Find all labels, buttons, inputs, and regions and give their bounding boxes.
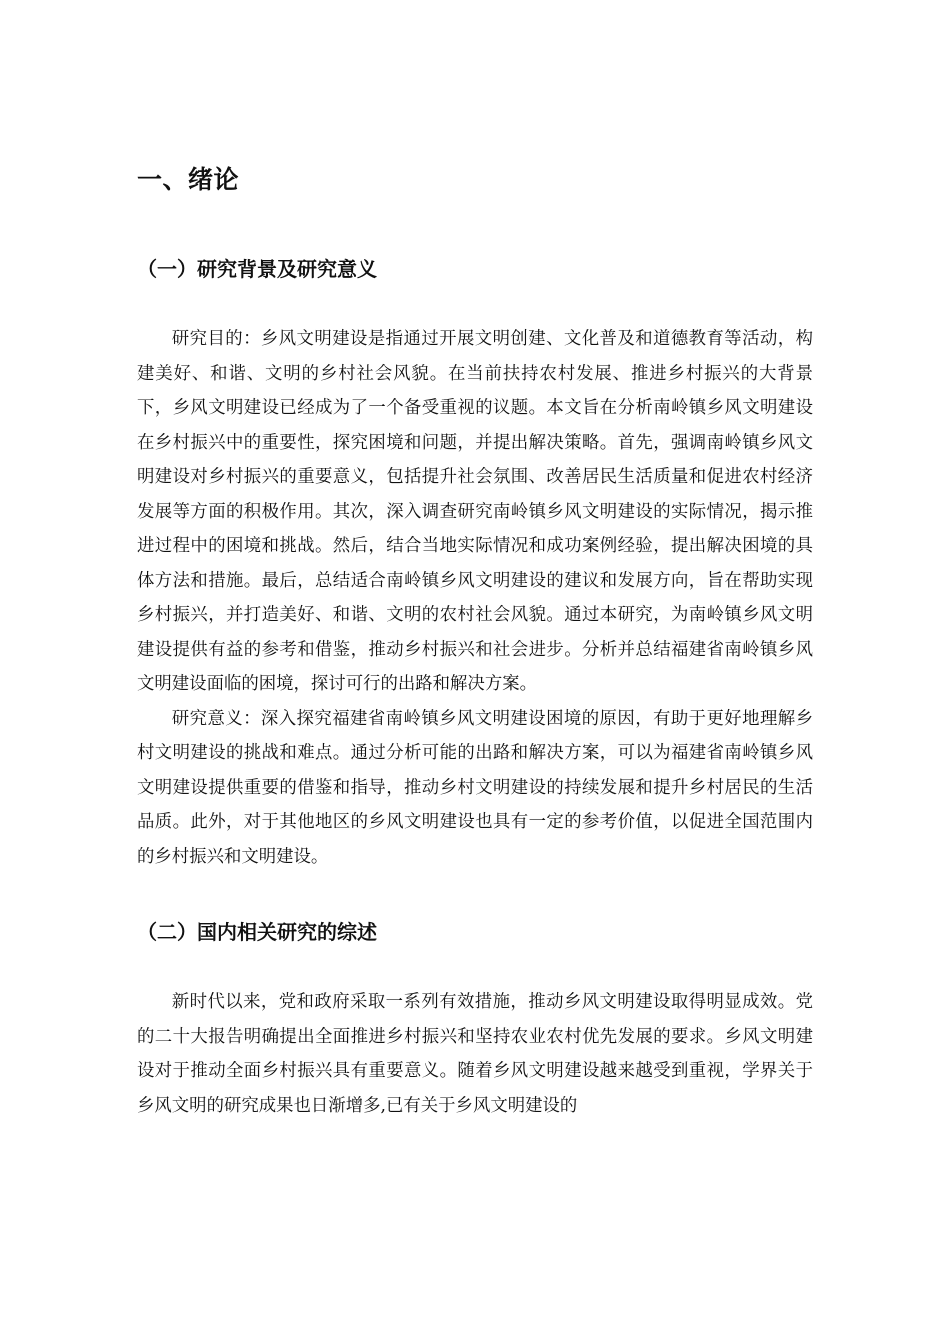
paragraph-research-purpose: 研究目的：乡风文明建设是指通过开展文明创建、文化普及和道德教育等活动，构建美好、和谐、文明的乡村社会风貌。在当前扶持农村发展、推进乡村振兴的大背景下，乡风文明建设已经成为了一个备受重视的议题。本文旨在分析南岭镇乡风文明建设在乡村振兴中的重要性，探究困境和问题，并提出解决策略。首先，强调南岭镇乡风文明建设对乡村振兴的重要意义，包括提升社会氛围、改善居民生活质量和促进农村经济发展等方面的积极作用。其次，深入调查研究南岭镇乡风文明建设的实际情况，揭示推进过程中的困境和挑战。然后，结合当地实际情况和成功案例经验，提出解决困境的具体方法和措施。最后，总结适合南岭镇乡风文明建设的建议和发展方向，旨在帮助实现乡村振兴，并打造美好、和谐、文明的农村社会风貌。通过本研究，为南岭镇乡风文明建设提供有益的参考和借鉴，推动乡村振兴和社会进步。分析并总结福建省南岭镇乡风文明建设面临的困境，探讨可行的出路和解决方案。	[137, 329, 813, 694]
chapter-heading: 一、绪论	[137, 165, 240, 194]
paragraph-research-significance: 研究意义：深入探究福建省南岭镇乡风文明建设困境的原因，有助于更好地理解乡村文明建设的挑战和难点。通过分析可能的出路和解决方案，可以为福建省南岭镇乡风文明建设提供重要的借鉴和指导，推动乡村文明建设的持续发展和提升乡村居民的生活品质。此外，对于其他地区的乡风文明建设也具有一定的参考价值，以促进全国范围内的乡村振兴和文明建设。	[137, 708, 813, 867]
section-body-literature-review	[137, 985, 813, 1123]
section-heading-literature-review: （二）国内相关研究的综述	[137, 920, 377, 944]
section-body-background	[137, 322, 813, 874]
page-content	[137, 160, 813, 1123]
section-heading-background: （一）研究背景及研究意义	[137, 257, 377, 281]
paragraph-literature-review: 新时代以来，党和政府采取一系列有效措施，推动乡风文明建设取得明显成效。党的二十大报告明确提出全面推进乡村振兴和坚持农业农村优先发展的要求。乡风文明建设对于推动全面乡村振兴具有重要意义。随着乡风文明建设越来越受到重视，学界关于乡风文明的研究成果也日渐增多,已有关于乡风文明建设的	[137, 992, 813, 1116]
